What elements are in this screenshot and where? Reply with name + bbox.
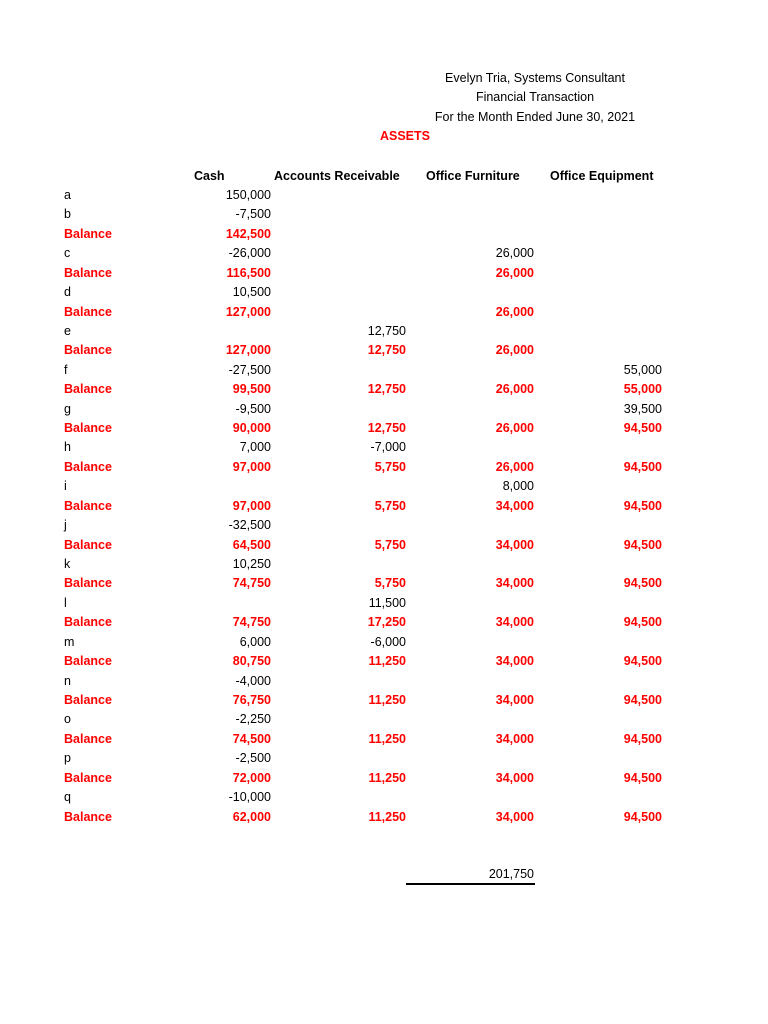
balance-row bbox=[0, 730, 768, 749]
row-label: b bbox=[64, 207, 71, 222]
column-header-office-equipment: Office Equipment bbox=[550, 169, 654, 183]
row-label: Balance bbox=[64, 226, 112, 241]
balance-row bbox=[0, 225, 768, 244]
office-equipment-cell: 94,500 bbox=[623, 692, 662, 707]
cash-cell: 127,000 bbox=[225, 343, 271, 358]
cash-cell: 116,500 bbox=[226, 265, 271, 280]
cash-cell: 142,500 bbox=[225, 226, 271, 241]
balance-row bbox=[0, 652, 768, 671]
accounts-receivable-cell: 11,250 bbox=[368, 654, 406, 669]
cash-cell: -9,500 bbox=[235, 401, 271, 416]
balance-row bbox=[0, 380, 768, 399]
office-equipment-cell: 94,500 bbox=[623, 459, 662, 474]
row-label: Balance bbox=[64, 770, 112, 785]
office-equipment-cell: 94,500 bbox=[623, 654, 662, 669]
cash-cell: -26,000 bbox=[228, 246, 271, 261]
balance-row bbox=[0, 458, 768, 477]
transaction-row bbox=[0, 283, 768, 302]
office-equipment-cell: 94,500 bbox=[623, 615, 662, 630]
accounts-receivable-cell: 5,750 bbox=[374, 498, 406, 513]
row-label: Balance bbox=[64, 343, 112, 358]
cash-cell: -10,000 bbox=[228, 790, 271, 805]
balance-row bbox=[0, 419, 768, 438]
total-underline bbox=[406, 883, 535, 885]
accounts-receivable-cell: 12,750 bbox=[367, 323, 406, 338]
office-equipment-cell: 94,500 bbox=[623, 576, 662, 591]
cash-cell: 97,000 bbox=[232, 498, 271, 513]
office-furniture-cell: 34,000 bbox=[495, 498, 534, 513]
office-furniture-cell: 34,000 bbox=[495, 809, 534, 824]
accounts-receivable-cell: 11,250 bbox=[368, 692, 406, 707]
office-equipment-cell: 94,500 bbox=[623, 498, 662, 513]
office-furniture-cell: 34,000 bbox=[495, 731, 534, 746]
row-label: Balance bbox=[64, 576, 112, 591]
column-header-cash: Cash bbox=[194, 169, 225, 183]
row-label: Balance bbox=[64, 304, 112, 319]
row-label: Balance bbox=[64, 382, 112, 397]
row-label: c bbox=[64, 246, 71, 261]
row-label: Balance bbox=[64, 537, 112, 552]
cash-cell: 99,500 bbox=[232, 382, 271, 397]
office-equipment-cell: 55,000 bbox=[623, 382, 662, 397]
cash-cell: 76,750 bbox=[232, 692, 271, 707]
office-equipment-cell: 94,500 bbox=[623, 421, 662, 436]
transaction-row bbox=[0, 633, 768, 652]
accounts-receivable-cell: 12,750 bbox=[367, 421, 406, 436]
office-furniture-cell: 34,000 bbox=[495, 692, 534, 707]
row-label: Balance bbox=[64, 615, 112, 630]
row-label: k bbox=[64, 557, 71, 572]
office-equipment-cell: 55,000 bbox=[623, 362, 662, 377]
office-furniture-cell: 34,000 bbox=[495, 576, 534, 591]
cash-cell: 90,000 bbox=[232, 421, 271, 436]
row-label: Balance bbox=[64, 809, 112, 824]
ledger-table bbox=[0, 186, 768, 827]
row-label: p bbox=[64, 751, 71, 766]
transaction-row bbox=[0, 710, 768, 729]
row-label: Balance bbox=[64, 421, 112, 436]
transaction-row bbox=[0, 788, 768, 807]
accounts-receivable-cell: 12,750 bbox=[367, 382, 406, 397]
cash-cell: 10,250 bbox=[232, 557, 271, 572]
transaction-row bbox=[0, 400, 768, 419]
transaction-row bbox=[0, 749, 768, 768]
office-furniture-cell: 34,000 bbox=[495, 654, 534, 669]
balance-row bbox=[0, 613, 768, 632]
row-label: o bbox=[64, 712, 71, 727]
accounts-receivable-cell: 17,250 bbox=[367, 615, 406, 630]
row-label: n bbox=[64, 673, 71, 688]
balance-row bbox=[0, 691, 768, 710]
transaction-row bbox=[0, 438, 768, 457]
row-label: Balance bbox=[64, 654, 112, 669]
office-furniture-cell: 34,000 bbox=[495, 615, 534, 630]
accounts-receivable-cell: 11,250 bbox=[368, 809, 406, 824]
cash-cell: 150,000 bbox=[225, 188, 271, 202]
cash-cell: 64,500 bbox=[232, 537, 271, 552]
cash-cell: -2,500 bbox=[235, 751, 271, 766]
office-equipment-cell: 94,500 bbox=[623, 809, 662, 824]
row-label: Balance bbox=[64, 459, 112, 474]
balance-row bbox=[0, 341, 768, 360]
row-label: g bbox=[64, 401, 71, 416]
transaction-row bbox=[0, 516, 768, 535]
office-equipment-cell: 94,500 bbox=[623, 537, 662, 552]
accounts-receivable-cell: 5,750 bbox=[374, 576, 406, 591]
transaction-row bbox=[0, 361, 768, 380]
transaction-row bbox=[0, 244, 768, 263]
cash-cell: 80,750 bbox=[232, 654, 271, 669]
office-equipment-cell: 39,500 bbox=[623, 401, 662, 416]
row-label: a bbox=[64, 188, 71, 202]
accounts-receivable-cell: -7,000 bbox=[370, 440, 406, 455]
transaction-row bbox=[0, 672, 768, 691]
accounts-receivable-cell: 5,750 bbox=[374, 459, 406, 474]
cash-cell: 127,000 bbox=[225, 304, 271, 319]
office-furniture-cell: 26,000 bbox=[495, 343, 534, 358]
cash-cell: -2,250 bbox=[235, 712, 271, 727]
office-furniture-cell: 26,000 bbox=[495, 304, 534, 319]
total-value: 201,750 bbox=[488, 867, 534, 881]
office-furniture-cell: 34,000 bbox=[495, 537, 534, 552]
report-subtitle: Financial Transaction bbox=[475, 90, 595, 104]
cash-cell: 7,000 bbox=[239, 440, 271, 455]
balance-row bbox=[0, 264, 768, 283]
office-equipment-cell: 94,500 bbox=[623, 731, 662, 746]
cash-cell: -27,500 bbox=[228, 362, 271, 377]
accounts-receivable-cell: 11,500 bbox=[368, 595, 406, 610]
balance-row bbox=[0, 574, 768, 593]
row-label: q bbox=[64, 790, 71, 805]
office-furniture-cell: 26,000 bbox=[495, 382, 534, 397]
cash-cell: 72,000 bbox=[232, 770, 271, 785]
cash-cell: 74,750 bbox=[232, 576, 271, 591]
cash-cell: 74,500 bbox=[232, 731, 271, 746]
cash-cell: -7,500 bbox=[235, 207, 271, 222]
transaction-row bbox=[0, 322, 768, 341]
column-header-office-furniture: Office Furniture bbox=[426, 169, 520, 183]
accounts-receivable-cell: -6,000 bbox=[370, 634, 406, 649]
row-label: Balance bbox=[64, 498, 112, 513]
office-furniture-cell: 26,000 bbox=[495, 265, 534, 280]
section-heading: ASSETS bbox=[379, 129, 430, 143]
transaction-row bbox=[0, 477, 768, 496]
office-furniture-cell: 26,000 bbox=[495, 459, 534, 474]
accounts-receivable-cell: 11,250 bbox=[368, 770, 406, 785]
balance-row bbox=[0, 769, 768, 788]
transaction-row bbox=[0, 594, 768, 613]
row-label: f bbox=[64, 362, 68, 377]
cash-cell: 6,000 bbox=[239, 634, 271, 649]
row-label: h bbox=[64, 440, 71, 455]
row-label: m bbox=[64, 634, 75, 649]
cash-cell: 10,500 bbox=[232, 285, 271, 300]
transaction-row bbox=[0, 205, 768, 224]
office-furniture-cell: 26,000 bbox=[495, 421, 534, 436]
cash-cell: 62,000 bbox=[232, 809, 271, 824]
accounts-receivable-cell: 5,750 bbox=[374, 537, 406, 552]
cash-cell: 74,750 bbox=[232, 615, 271, 630]
row-label: e bbox=[64, 323, 71, 338]
cash-cell: -4,000 bbox=[235, 673, 271, 688]
row-label: i bbox=[64, 479, 67, 494]
row-label: Balance bbox=[64, 265, 112, 280]
cash-cell: 97,000 bbox=[232, 459, 271, 474]
accounts-receivable-cell: 11,250 bbox=[368, 731, 406, 746]
balance-row bbox=[0, 497, 768, 516]
transaction-row bbox=[0, 555, 768, 574]
row-label: Balance bbox=[64, 692, 112, 707]
row-label: l bbox=[64, 595, 67, 610]
report-period: For the Month Ended June 30, 2021 bbox=[434, 110, 636, 124]
balance-row bbox=[0, 536, 768, 555]
accounts-receivable-cell: 12,750 bbox=[367, 343, 406, 358]
office-furniture-cell: 8,000 bbox=[502, 479, 534, 494]
office-equipment-cell: 94,500 bbox=[623, 770, 662, 785]
balance-row bbox=[0, 808, 768, 827]
company-title: Evelyn Tria, Systems Consultant bbox=[445, 71, 625, 85]
office-furniture-cell: 26,000 bbox=[495, 246, 534, 261]
row-label: Balance bbox=[64, 731, 112, 746]
row-label: j bbox=[64, 518, 67, 533]
transaction-row bbox=[0, 186, 768, 205]
column-header-accounts-receivable: Accounts Receivable bbox=[274, 169, 400, 183]
cash-cell: -32,500 bbox=[228, 518, 271, 533]
office-furniture-cell: 34,000 bbox=[495, 770, 534, 785]
row-label: d bbox=[64, 285, 71, 300]
balance-row bbox=[0, 303, 768, 322]
